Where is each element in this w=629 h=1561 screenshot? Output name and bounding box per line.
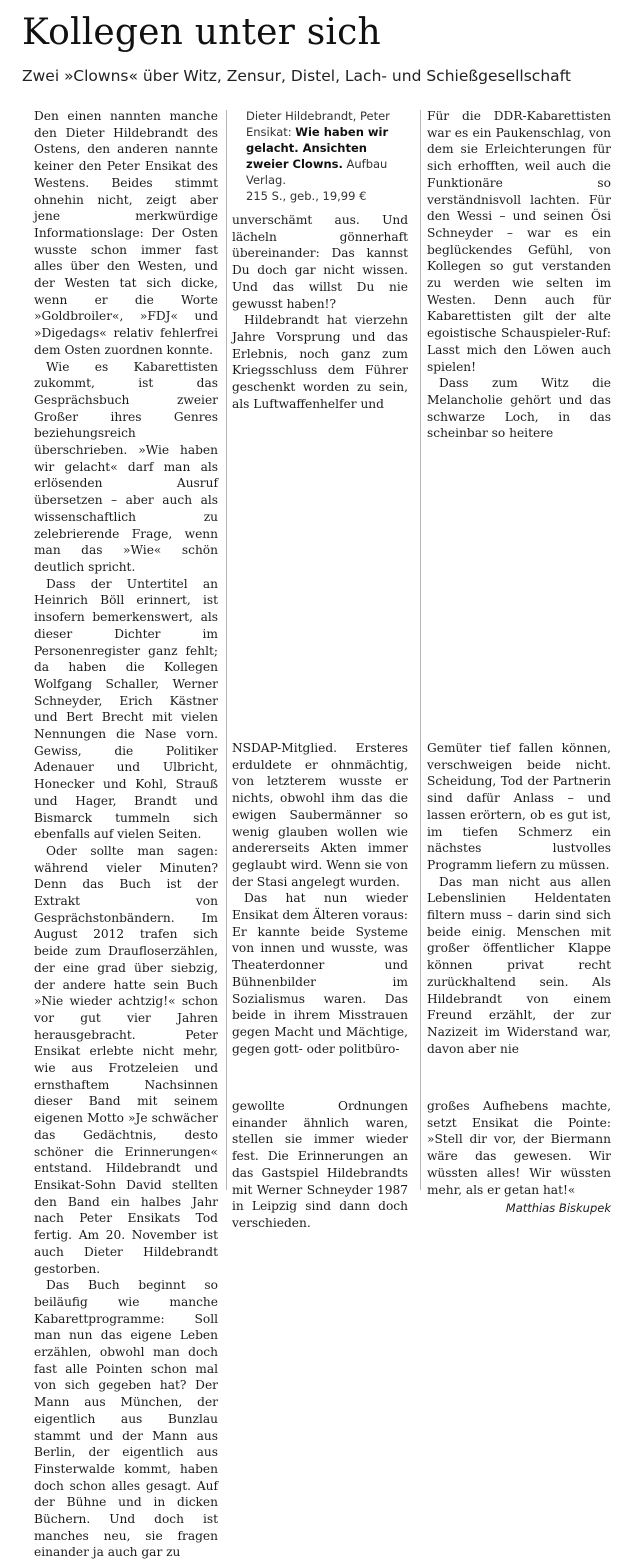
book-authors: Dieter Hildebrandt, Peter Ensikat: xyxy=(246,109,390,139)
book-title: Wie haben wir gelacht. Ansichten zweier Clowns. xyxy=(246,125,389,171)
column-3-top xyxy=(427,108,611,442)
article-subtitle: Zwei »Clowns« über Witz, Zensur, Distel, Lach- und Schießgesellschaft xyxy=(22,67,571,85)
paragraph: Oder sollte man sagen: während vieler Minuten? Denn das Buch ist der Extrakt von Gesprächstonbändern. Im August 2012 trafen sich beide zum Draufloserzählen, der eine grad über siebzig, der andere hatte sein Buch »Nie wieder achtzig!« schon vor gut vier Jahren herausgebracht. Peter Ensikat erlebte nicht mehr, wie aus Frotzeleien und ernsthaftem Nachsinnen dieser Band mit seinem eigenen Motto »Je schwächer das Gedächtnis, desto schöner die Erinnerungen« entstand. Hildebrandt und Ensikat-Sohn David stellten den Band ein halbes Jahr nach Peter Ensikats Tod fertig. Am 20. November ist auch Dieter Hildebrandt gestorben. xyxy=(34,843,218,1276)
paragraph: Den einen nannten manche den Dieter Hildebrandt des Ostens, den anderen nannte keiner den Peter Ensikat des Westens. Beides stimmt ohnehin nicht, zeigt aber jene merkwürdige Informationslage: Der Osten wusste schon immer fast alles über den Westen, und der Westen tat sich dicke, wenn er die Worte »Goldbroiler«, »FDJ« und »Digedags« relativ fehlerfrei dem Osten zuordnen konnte. xyxy=(34,109,218,357)
paragraph: Das man nicht aus allen Lebenslinien Heldentaten filtern muss – darin sind sich beide einig. Menschen mit großer öffentlicher Klappe können privat recht zurückhaltend sein. Als Hildebrandt von einem Freund erzählt, der zur Nazizeit im Widerstand war, davon aber nie xyxy=(427,874,611,1056)
column-2-middle xyxy=(232,740,408,1057)
column-divider xyxy=(420,110,421,1190)
paragraph: Dass zum Witz die Melancholie gehört und das schwarze Loch, in das scheinbar so heitere xyxy=(427,376,611,441)
paragraph: unverschämt aus. Und lächeln gönnerhaft übereinander: Das kannst Du doch gar nicht wissen. Und das willst Du nie gewusst haben!? xyxy=(232,213,408,311)
column-2-top xyxy=(232,108,408,412)
paragraph: Dass der Untertitel an Heinrich Böll erinnert, ist insofern bemerkenswert, als dieser Dichter im Personenregister ganz fehlt; da haben die Kollegen Wolfgang Schaller, Werner Schneyder, Erich Kästner und Bert Brecht mit vielen Nennungen die Nase vorn. Gewiss, die Politiker Adenauer und Ulbricht, Honecker und Kohl, Strauß und Hager, Brandt und Bismarck tummeln sich ebenfalls auf vielen Seiten. xyxy=(34,576,218,842)
book-info-box xyxy=(232,108,408,204)
paragraph: großes Aufhebens machte, setzt Ensikat die Pointe: »Stell dir vor, der Biermann wäre das gewesen. Wir wüssten alles! Wir wüssten mehr, als er getan hat!« xyxy=(427,1099,611,1197)
column-divider xyxy=(226,110,227,1190)
paragraph: Für die DDR-Kabarettisten war es ein Paukenschlag, von dem sie Erleichterungen für sich erhofften, weil auch die Funktionäre so verständnisvoll lachten. Für den Wessi – und seinen Ösi Schneyder – war es ein beglückendes Gefühl, von Kollegen so gut verstanden zu werden wie selten im Westen. Denn auch für Kabarettisten gilt der alte egoistische Schauspieler-Ruf: Lasst mich den Löwen auch spielen! xyxy=(427,109,611,374)
paragraph: Hildebrandt hat vierzehn Jahre Vorsprung und das Erlebnis, noch ganz zum Kriegsschluss dem Führer geschenkt worden zu sein, als Luftwaffenhelfer und xyxy=(232,313,408,411)
column-1 xyxy=(34,108,218,1561)
column-3-bottom xyxy=(427,1098,611,1217)
paragraph: Das hat nun wieder Ensikat dem Älteren voraus: Er kannte beide Systeme von innen und wusste, was Theaterdonner und Bühnenbilder im Sozialismus waren. Das beide in ihrem Misstrauen gegen Macht und Mächtige, gegen gott- oder politbüro- xyxy=(232,891,408,1056)
paragraph: gewollte Ordnungen einander ähnlich waren, stellen sie immer wieder fest. Die Erinnerungen an das Gastspiel Hildebrandts mit Werner Schneyder 1987 in Leipzig sind dann doch verschieden. xyxy=(232,1099,408,1230)
article-headline: Kollegen unter sich xyxy=(22,12,381,53)
book-details: 215 S., geb., 19,99 € xyxy=(246,189,367,203)
book-publisher: Aufbau Verlag. xyxy=(246,157,388,187)
paragraph: Gemüter tief fallen können, verschweigen beide nicht. Scheidung, Tod der Partnerin sind dafür Anlass – und lassen erörtern, ob es gut ist, im tiefen Schmerz ein nächstes lustvolles Programm liefern zu müssen. xyxy=(427,741,611,872)
paragraph: NSDAP-Mitglied. Ersteres erduldete er ohnmächtig, von letzterem wusste er nichts, obwohl ihm das die ewigen Saubermänner so wenig glauben wollen wie andererseits Akten immer geglaubt wird. Wenn sie von der Stasi angelegt wurden. xyxy=(232,741,408,889)
column-2-bottom xyxy=(232,1098,408,1232)
paragraph: Das Buch beginnt so beiläufig wie manche Kabarettprogramme: Soll man nun das eigene Leben erzählen, obwohl man doch fast alle Pointen schon mal von sich gegeben hat? Der Mann aus München, der eigentlich aus Bunzlau stammt und der Mann aus Berlin, der eigentlich aus Finsterwalde kommt, haben doch schon alles gesagt. Auf der Bühne und in dicken Büchern. Und doch ist manches neu, sie fragen einander ja auch gar zu xyxy=(34,1278,218,1560)
author-byline: Matthias Biskupek xyxy=(505,1201,611,1216)
paragraph: Wie es Kabarettisten zukommt, ist das Gesprächsbuch zweier Großer ihres Genres beziehungsreich überschrieben. »Wie haben wir gelacht« darf man als erlösenden Ausruf übersetzen – aber auch als wissenschaftlich zu zelebrierende Frage, wenn man das »Wie« schön deutlich spricht. xyxy=(34,359,218,574)
column-3-middle xyxy=(427,740,611,1057)
